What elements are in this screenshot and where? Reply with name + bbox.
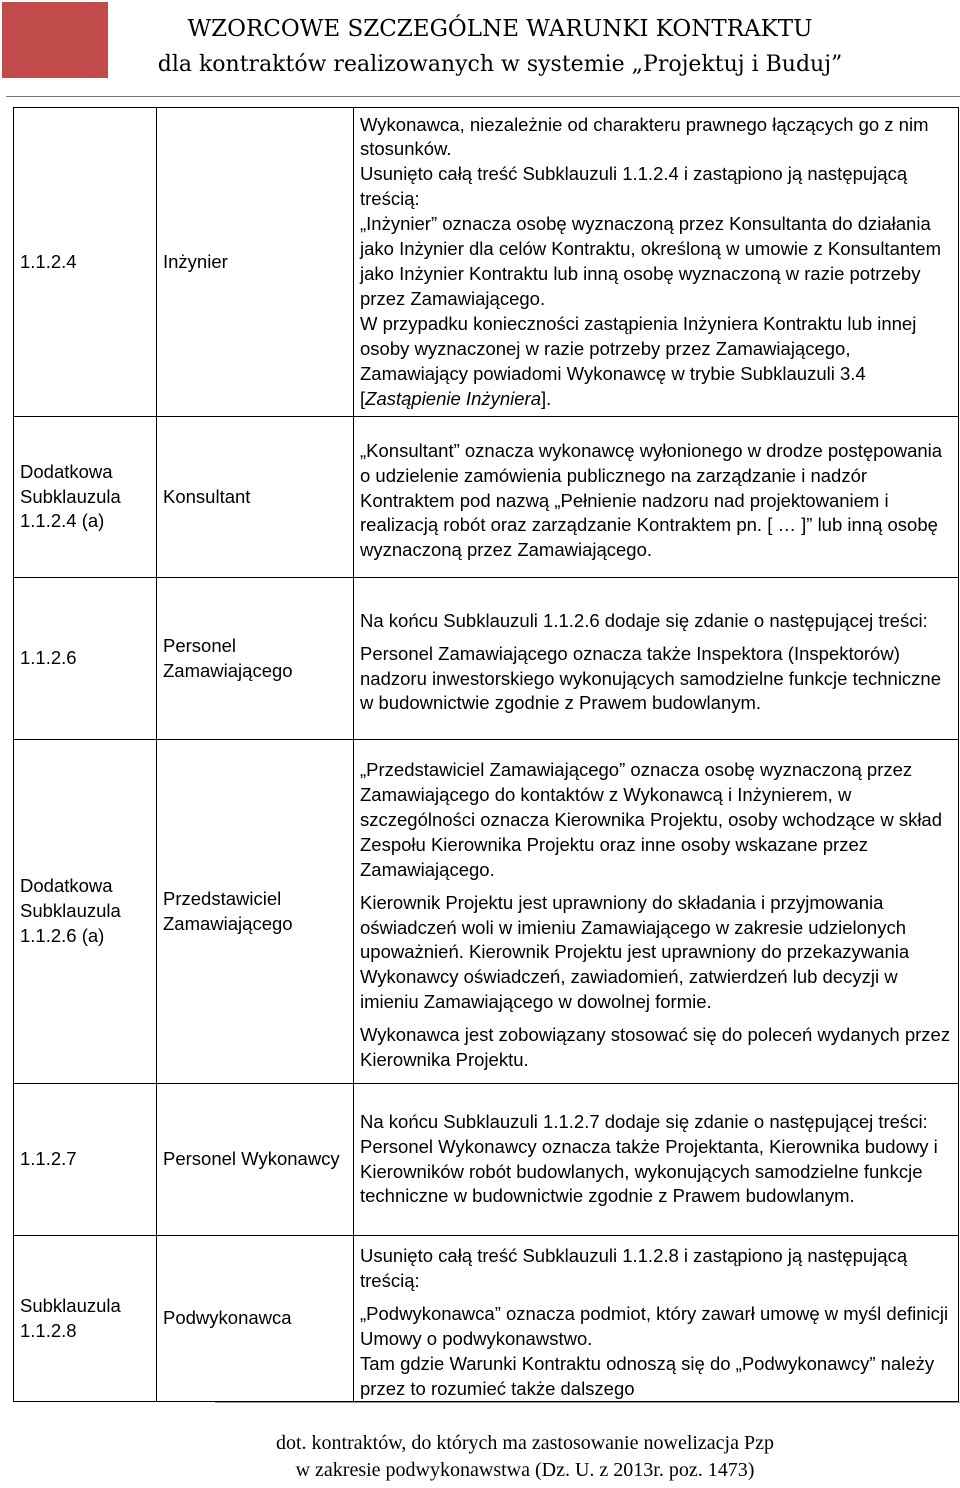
clause-content bbox=[354, 1236, 959, 1402]
content-paragraph: Kierownik Projektu jest uprawniony do składania i przyjmowania oświadczeń woli w imieniu Zamawiającego w zakresie udzielonych upoważnień. Kierownik Projektu jest uprawniony do przekazywania Wykonawcy oświadczeń, zawiadomień, zatwierdzeń lub decyzji w imieniu Zamawiającego w dowolnej formie. bbox=[360, 891, 910, 1013]
document-title: WZORCOWE SZCZEGÓLNE WARUNKI KONTRAKTU bbox=[187, 16, 813, 42]
footer-line-2: w zakresie podwykonawstwa (Dz. U. z 2013r. poz. 1473) bbox=[295, 1459, 755, 1481]
defined-term: Podwykonawca bbox=[157, 1236, 354, 1402]
table-row bbox=[14, 417, 959, 578]
content-paragraph: Usunięto całą treść Subklauzuli 1.1.2.4 i zastąpiono ją następującą treścią: bbox=[360, 163, 908, 210]
clause-number: Dodatkowa Subklauzula 1.1.2.6 (a) bbox=[14, 740, 157, 1084]
content-paragraph: „Podwykonawca” oznacza podmiot, który zawarł umowę w myśl definicji Umowy o podwykonawstwo. bbox=[360, 1302, 949, 1349]
defined-term: Personel Zamawiającego bbox=[157, 578, 354, 740]
clause-content bbox=[354, 108, 959, 417]
content-paragraph: Usunięto całą treść Subklauzuli 1.1.2.8 i zastąpiono ją następującą treścią: bbox=[360, 1245, 908, 1291]
table-row bbox=[14, 1236, 959, 1402]
content-text: W przypadku konieczności zastąpienia Inżyniera Kontraktu lub innej osoby wyznaczonej w razie potrzeby przez Zamawiającego, Zamawiający powiadomi Wykonawcę w trybie Subklauzuli 3.4 [ bbox=[360, 312, 917, 409]
clause-content bbox=[354, 417, 959, 578]
content-paragraph: Na końcu Subklauzuli 1.1.2.6 dodaje się zdanie o następującej treści: bbox=[360, 609, 928, 631]
clause-content bbox=[354, 578, 959, 740]
clauses-table bbox=[13, 107, 959, 1402]
defined-term: Inżynier bbox=[157, 108, 354, 417]
defined-term: Personel Wykonawcy bbox=[157, 1084, 354, 1236]
defined-term: Przedstawiciel Zamawiającego bbox=[157, 740, 354, 1084]
table-row bbox=[14, 740, 959, 1084]
footer-line-1: dot. kontraktów, do których ma zastosowanie nowelizacja Pzp bbox=[275, 1432, 774, 1454]
content-paragraph: Tam gdzie Warunki Kontraktu odnoszą się do „Podwykonawcy” należy przez to rozumieć także dalszego bbox=[360, 1352, 935, 1399]
table-row bbox=[14, 578, 959, 740]
clause-content bbox=[354, 1084, 959, 1236]
content-paragraph: Na końcu Subklauzuli 1.1.2.7 dodaje się zdanie o następującej treści: bbox=[360, 1110, 928, 1132]
content-paragraph bbox=[360, 312, 952, 412]
content-text: ]. bbox=[541, 387, 552, 409]
clause-number: 1.1.2.7 bbox=[14, 1084, 157, 1236]
logo bbox=[2, 2, 108, 78]
clause-number: Subklauzula 1.1.2.8 bbox=[14, 1236, 157, 1402]
defined-term: Konsultant bbox=[157, 417, 354, 578]
content-paragraph: „Przedstawiciel Zamawiającego” oznacza osobę wyznaczoną przez Zamawiającego do kontaktów z Wykonawcą i Inżynierem, w szczególności oznacza Kierownika Projektu, osoby wchodzące w skład Zespołu Kierownika Projektu oraz inne osoby wskazane przez Zamawiającego. bbox=[360, 759, 943, 880]
clause-number: Dodatkowa Subklauzula 1.1.2.4 (a) bbox=[14, 417, 157, 578]
content-paragraph: „Konsultant” oznacza wykonawcę wyłonionego w drodze postępowania o udzielenie zamówienia publicznego na zarządzanie i nadzór Kontraktem pod nazwą „Pełnienie nadzoru nad projektowaniem i realizacją robót oraz zarządzanie Kontraktem pn. [ … ]” lub inną osobę wyznaczoną przez Zamawiającego. bbox=[360, 439, 943, 561]
header-divider bbox=[6, 96, 960, 97]
footer-divider bbox=[215, 1402, 960, 1403]
document-subtitle: dla kontraktów realizowanych w systemie „Projektuj i Buduj” bbox=[157, 52, 843, 77]
clause-content bbox=[354, 740, 959, 1084]
content-paragraph: Personel Zamawiającego oznacza także Inspektora (Inspektorów) nadzoru inwestorskiego wykonujących samodzielne funkcje techniczne w budownictwie zgodnie z Prawem budowlanym. bbox=[360, 642, 942, 714]
emphasis-text: Zastąpienie Inżyniera bbox=[365, 387, 541, 409]
content-paragraph: „Inżynier” oznacza osobę wyznaczoną przez Konsultanta do działania jako Inżynier dla celów Kontraktu, określoną w umowie z Konsultantem jako Inżynier Kontraktu lub inną osobę wyznaczoną w razie potrzeby przez Zamawiającego. bbox=[360, 213, 941, 309]
content-paragraph: Personel Wykonawcy oznacza także Projektanta, Kierownika budowy i Kierowników robót budowlanych, wykonujących samodzielne funkcje techniczne w budownictwie zgodnie z Prawem budowlanym. bbox=[360, 1135, 938, 1207]
content-paragraph: Wykonawca jest zobowiązany stosować się do poleceń wydanych przez Kierownika Projektu. bbox=[360, 1024, 951, 1071]
table-row bbox=[14, 1084, 959, 1236]
table-row bbox=[14, 108, 959, 417]
clause-number: 1.1.2.4 bbox=[14, 108, 157, 417]
content-paragraph: Wykonawca, niezależnie od charakteru prawnego łączących go z nim stosunków. bbox=[360, 113, 929, 160]
clause-number: 1.1.2.6 bbox=[14, 578, 157, 740]
